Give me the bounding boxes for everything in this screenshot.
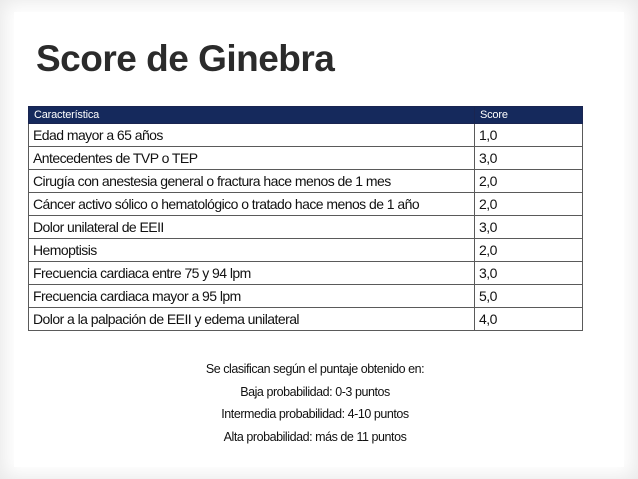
score-cell: 4,0 [475, 308, 583, 331]
table-row [29, 124, 583, 147]
characteristic-cell: Frecuencia cardiaca mayor a 95 lpm [29, 285, 475, 308]
score-cell: 3,0 [475, 147, 583, 170]
score-cell: 2,0 [475, 239, 583, 262]
characteristic-cell: Cirugía con anestesia general o fractura hace menos de 1 mes [29, 170, 475, 193]
header-characteristic: Característica [29, 107, 475, 124]
score-cell: 2,0 [475, 170, 583, 193]
score-cell: 2,0 [475, 193, 583, 216]
table-row [29, 147, 583, 170]
table-row [29, 216, 583, 239]
header-score: Score [475, 107, 583, 124]
characteristic-cell: Dolor a la palpación de EEII y edema unilateral [29, 308, 475, 331]
notes-intro: Se clasifican según el puntaje obtenido en: [205, 362, 425, 376]
table-header-row [29, 107, 583, 124]
table-row [29, 239, 583, 262]
high-probability-note: Alta probabilidad: más de 11 puntos [223, 429, 407, 444]
table-row [29, 262, 583, 285]
characteristic-cell: Antecedentes de TVP o TEP [29, 147, 475, 170]
table-row [29, 193, 583, 216]
score-cell: 5,0 [475, 285, 583, 308]
score-cell: 1,0 [475, 124, 583, 147]
characteristic-cell: Frecuencia cardiaca entre 75 y 94 lpm [29, 262, 475, 285]
characteristic-cell: Hemoptisis [29, 239, 475, 262]
intermediate-probability-note: Intermedia probabilidad: 4-10 puntos [221, 407, 409, 421]
characteristic-cell: Dolor unilateral de EEII [29, 216, 475, 239]
table-row [29, 285, 583, 308]
classification-notes [200, 358, 430, 448]
characteristic-cell: Cáncer activo sólico o hematológico o tratado hace menos de 1 año [29, 193, 475, 216]
characteristic-cell: Edad mayor a 65 años [29, 124, 475, 147]
score-table [28, 106, 583, 331]
slide-title: Score de Ginebra [36, 38, 335, 79]
table-row [29, 170, 583, 193]
score-cell: 3,0 [475, 216, 583, 239]
table-row [29, 308, 583, 331]
score-cell: 3,0 [475, 262, 583, 285]
low-probability-note: Baja probabilidad: 0-3 puntos [240, 384, 390, 399]
